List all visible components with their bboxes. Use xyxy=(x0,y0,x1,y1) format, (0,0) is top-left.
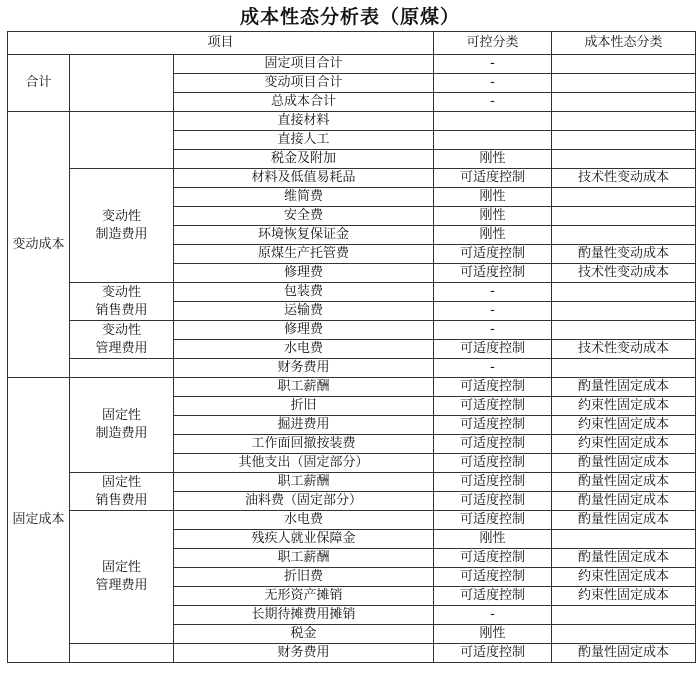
behavior-cell xyxy=(552,150,696,169)
header-item: 项目 xyxy=(8,32,434,55)
behavior-cell: 技术性变动成本 xyxy=(552,340,696,359)
behavior-cell: 酌量性固定成本 xyxy=(552,549,696,568)
subgroup-fixed-admin xyxy=(70,511,174,644)
item-cell: 其他支出（固定部分） xyxy=(174,454,434,473)
subgroup-label: 销售费用 xyxy=(95,492,148,508)
control-cell: 刚性 xyxy=(434,530,552,549)
item-cell: 水电费 xyxy=(174,340,434,359)
item-cell: 折旧 xyxy=(174,397,434,416)
behavior-cell: 酌量性固定成本 xyxy=(552,378,696,397)
table-row xyxy=(8,112,696,131)
item-cell: 固定项目合计 xyxy=(174,55,434,74)
control-cell: 可适度控制 xyxy=(434,587,552,606)
behavior-cell xyxy=(552,112,696,131)
group-fixed: 固定成本 xyxy=(8,378,70,663)
subgroup-label: 制造费用 xyxy=(95,226,148,242)
control-cell: - xyxy=(434,302,552,321)
header-control: 可控分类 xyxy=(434,32,552,55)
item-cell: 残疾人就业保障金 xyxy=(174,530,434,549)
control-cell: 刚性 xyxy=(434,188,552,207)
control-cell: 刚性 xyxy=(434,226,552,245)
behavior-cell: 酌量性固定成本 xyxy=(552,644,696,663)
table-row xyxy=(8,169,696,188)
control-cell: - xyxy=(434,321,552,340)
behavior-cell xyxy=(552,530,696,549)
control-cell: 刚性 xyxy=(434,625,552,644)
behavior-cell: 酌量性固定成本 xyxy=(552,473,696,492)
control-cell: - xyxy=(434,74,552,93)
subgroup-label: 变动性 xyxy=(101,322,141,338)
table-row xyxy=(8,321,696,340)
item-cell: 无形资产摊销 xyxy=(174,587,434,606)
behavior-cell: 约束性固定成本 xyxy=(552,568,696,587)
subgroup-fixed-sales xyxy=(70,473,174,511)
item-cell: 直接材料 xyxy=(174,112,434,131)
control-cell: 可适度控制 xyxy=(434,568,552,587)
behavior-cell xyxy=(552,55,696,74)
subgroup-variable-sales xyxy=(70,283,174,321)
subgroup-label: 固定性 xyxy=(101,560,141,575)
behavior-cell: 约束性固定成本 xyxy=(552,435,696,454)
item-cell: 总成本合计 xyxy=(174,93,434,112)
behavior-cell xyxy=(552,359,696,378)
control-cell: 可适度控制 xyxy=(434,549,552,568)
subgroup-label: 销售费用 xyxy=(95,302,148,318)
item-cell: 运输费 xyxy=(174,302,434,321)
behavior-cell xyxy=(552,625,696,644)
control-cell: - xyxy=(434,55,552,74)
control-cell: 可适度控制 xyxy=(434,378,552,397)
behavior-cell: 酌量性变动成本 xyxy=(552,245,696,264)
item-cell: 修理费 xyxy=(174,321,434,340)
control-cell: 刚性 xyxy=(434,207,552,226)
item-cell: 材料及低值易耗品 xyxy=(174,169,434,188)
item-cell: 变动项目合计 xyxy=(174,74,434,93)
subgroup-label: 变动性 xyxy=(101,208,141,224)
item-cell: 修理费 xyxy=(174,264,434,283)
table-row xyxy=(8,359,696,378)
group-variable: 变动成本 xyxy=(8,112,70,378)
subgroup-label: 固定性 xyxy=(101,408,141,423)
behavior-cell xyxy=(552,302,696,321)
empty-cell xyxy=(70,644,174,663)
behavior-cell: 约束性固定成本 xyxy=(552,397,696,416)
control-cell: 刚性 xyxy=(434,150,552,169)
item-cell: 维简费 xyxy=(174,188,434,207)
subgroup-label: 固定性 xyxy=(101,474,141,490)
item-cell: 油料费（固定部分） xyxy=(174,492,434,511)
control-cell: - xyxy=(434,93,552,112)
item-cell: 长期待摊费用摊销 xyxy=(174,606,434,625)
control-cell: 可适度控制 xyxy=(434,245,552,264)
control-cell: 可适度控制 xyxy=(434,169,552,188)
item-cell: 掘进费用 xyxy=(174,416,434,435)
control-cell: 可适度控制 xyxy=(434,340,552,359)
item-cell: 直接人工 xyxy=(174,131,434,150)
table-row xyxy=(8,378,696,397)
behavior-cell: 约束性固定成本 xyxy=(552,587,696,606)
subgroup-variable-admin xyxy=(70,321,174,359)
control-cell: 可适度控制 xyxy=(434,435,552,454)
control-cell xyxy=(434,112,552,131)
behavior-cell: 酌量性固定成本 xyxy=(552,511,696,530)
behavior-cell xyxy=(552,188,696,207)
control-cell: 可适度控制 xyxy=(434,511,552,530)
control-cell: 可适度控制 xyxy=(434,644,552,663)
subgroup-label: 制造费用 xyxy=(95,426,148,441)
behavior-cell xyxy=(552,74,696,93)
item-cell: 环境恢复保证金 xyxy=(174,226,434,245)
table-row xyxy=(8,511,696,530)
table-row xyxy=(8,55,696,74)
item-cell: 职工薪酬 xyxy=(174,473,434,492)
behavior-cell: 酌量性固定成本 xyxy=(552,492,696,511)
header-row xyxy=(8,32,696,55)
item-cell: 职工薪酬 xyxy=(174,378,434,397)
group-total: 合计 xyxy=(8,55,70,112)
page-title: 成本性态分析表（原煤） xyxy=(239,6,460,28)
behavior-cell xyxy=(552,226,696,245)
control-cell: 可适度控制 xyxy=(434,473,552,492)
empty-cell xyxy=(70,55,174,112)
item-cell: 职工薪酬 xyxy=(174,549,434,568)
item-cell: 安全费 xyxy=(174,207,434,226)
behavior-cell xyxy=(552,283,696,302)
behavior-cell: 约束性固定成本 xyxy=(552,416,696,435)
subgroup-label: 管理费用 xyxy=(95,340,148,356)
subgroup-variable-mfg xyxy=(70,169,174,283)
header-behavior: 成本性态分类 xyxy=(552,32,696,55)
behavior-cell: 技术性变动成本 xyxy=(552,169,696,188)
item-cell: 折旧费 xyxy=(174,568,434,587)
control-cell: - xyxy=(434,283,552,302)
control-cell: 可适度控制 xyxy=(434,416,552,435)
empty-cell xyxy=(70,112,174,169)
behavior-cell xyxy=(552,321,696,340)
control-cell: - xyxy=(434,359,552,378)
behavior-cell: 技术性变动成本 xyxy=(552,264,696,283)
control-cell xyxy=(434,131,552,150)
item-cell: 税金 xyxy=(174,625,434,644)
control-cell: 可适度控制 xyxy=(434,492,552,511)
control-cell: 可适度控制 xyxy=(434,454,552,473)
subgroup-label: 管理费用 xyxy=(95,578,148,593)
subgroup-label: 变动性 xyxy=(101,284,141,300)
item-cell: 水电费 xyxy=(174,511,434,530)
item-cell: 原煤生产托管费 xyxy=(174,245,434,264)
cost-analysis-table xyxy=(7,31,696,663)
item-cell: 财务费用 xyxy=(174,359,434,378)
behavior-cell xyxy=(552,606,696,625)
control-cell: 可适度控制 xyxy=(434,397,552,416)
control-cell: - xyxy=(434,606,552,625)
subgroup-fixed-mfg xyxy=(70,378,174,473)
behavior-cell xyxy=(552,131,696,150)
control-cell: 可适度控制 xyxy=(434,264,552,283)
behavior-cell: 酌量性固定成本 xyxy=(552,454,696,473)
behavior-cell xyxy=(552,93,696,112)
behavior-cell xyxy=(552,207,696,226)
item-cell: 财务费用 xyxy=(174,644,434,663)
table-row xyxy=(8,473,696,492)
empty-cell xyxy=(70,359,174,378)
table-row xyxy=(8,644,696,663)
item-cell: 包装费 xyxy=(174,283,434,302)
item-cell: 税金及附加 xyxy=(174,150,434,169)
item-cell: 工作面回撤按装费 xyxy=(174,435,434,454)
table-row xyxy=(8,283,696,302)
